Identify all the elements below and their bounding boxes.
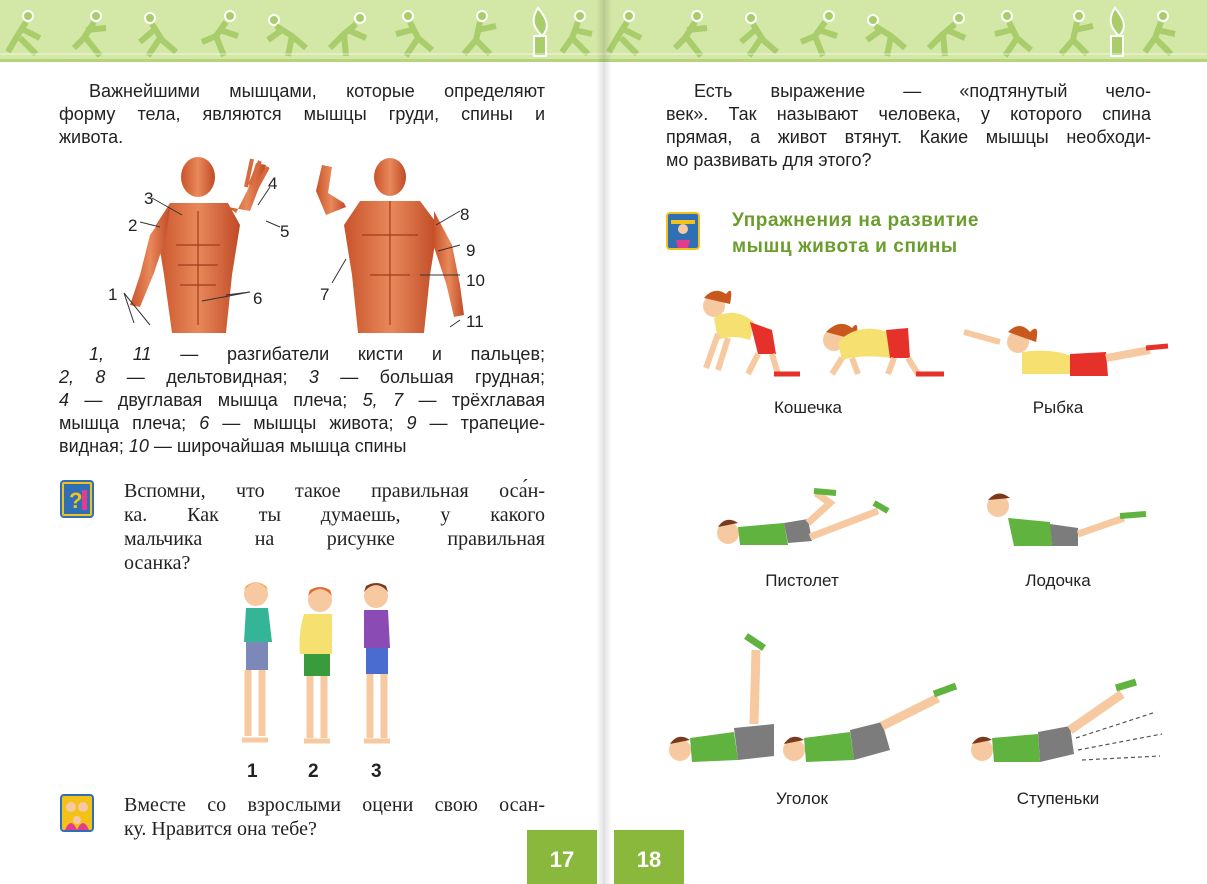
athletes-banner-icon	[0, 0, 603, 62]
page-number: 17	[549, 847, 575, 872]
exercise-fish-illustration	[960, 312, 1175, 384]
muscle-label: 6	[253, 289, 263, 308]
text-line: Вспомни, что такое правильная оса́н-	[124, 480, 545, 502]
muscle-label: 4	[268, 174, 278, 193]
page-number: 18	[636, 847, 662, 872]
text-line: век». Так называют человека, у которого спина	[666, 104, 1151, 124]
legend-line: 4 — двуглавая мышца плеча; 5, 7 — трёхглавая	[59, 390, 545, 410]
book-gutter	[596, 0, 612, 884]
exercise-icon	[666, 212, 700, 250]
girl-arched-figure	[703, 291, 800, 374]
banner-right	[603, 0, 1207, 62]
text-line: живота.	[59, 127, 124, 147]
legend-line: видная; 10 — широчайшая мышца спины	[59, 436, 407, 456]
page-number-tab-left	[527, 830, 597, 884]
exercise-label: Уголок	[776, 789, 828, 808]
text-line: ка. Как ты думаешь, у какого	[124, 504, 545, 526]
question-paragraph	[124, 479, 545, 575]
muscle-label: 11	[466, 312, 484, 331]
muscle-legend	[59, 343, 545, 458]
page-number-tab-right	[614, 830, 684, 884]
exercise-boat-illustration	[978, 488, 1153, 553]
exercise-steps-illustration	[966, 676, 1171, 771]
exercise-corner-illustration	[664, 626, 964, 771]
left-intro-paragraph	[59, 80, 545, 149]
exercise-label: Пистолет	[765, 571, 839, 590]
right-intro-paragraph	[666, 80, 1151, 172]
text-line: мальчика на рисунке правильная	[124, 528, 545, 550]
task-paragraph	[124, 793, 545, 841]
text-line: форму тела, являются мышцы груди, спины и	[59, 104, 545, 124]
muscle-label: 9	[466, 241, 476, 260]
legend-line: 2, 8 — дельтовидная; 3 — большая грудная;	[59, 367, 545, 387]
section-heading	[732, 208, 979, 260]
muscle-label: 10	[466, 271, 485, 290]
boy-3-figure	[364, 583, 390, 741]
muscle-label: 7	[320, 285, 330, 304]
athletes-banner-icon	[603, 0, 1207, 62]
exercise-cat-illustration	[688, 278, 953, 383]
text-line: мо развивать для этого?	[666, 150, 872, 170]
svg-text:?: ?	[69, 488, 83, 513]
section-heading-line: Упражнения на развитие	[732, 210, 980, 231]
legend-line: мышца плеча; 6 — мышцы живота; 9 — трапецие-	[59, 413, 545, 433]
muscle-label: 5	[280, 222, 290, 241]
muscle-label: 8	[460, 205, 470, 224]
muscle-label: 2	[128, 216, 138, 235]
back-muscle-figure	[316, 158, 464, 333]
question-pencil-icon	[60, 480, 94, 518]
banner-left	[0, 0, 603, 62]
text-line: Важнейшими мышцами, которые определяют	[89, 81, 545, 101]
muscle-anatomy-illustration	[100, 155, 500, 333]
posture-boys-illustration	[228, 578, 408, 758]
exercise-label: Рыбка	[1032, 398, 1084, 417]
exercise-label: Кошечка	[773, 398, 842, 417]
exercise-label: Лодочка	[1025, 571, 1091, 590]
text-line: ку. Нравится она тебе?	[124, 818, 317, 840]
boy-number: 3	[371, 761, 382, 782]
legend-line: 1, 11 — разгибатели кисти и пальцев;	[89, 344, 546, 364]
front-muscle-figure	[130, 157, 268, 333]
boy-2-figure	[300, 587, 333, 741]
girl-lying-figure	[964, 326, 1168, 376]
boy-number: 1	[247, 761, 258, 782]
exercise-label: Ступеньки	[1016, 789, 1100, 808]
muscle-label: 1	[108, 285, 118, 304]
girl-rounded-figure	[823, 324, 944, 374]
muscle-label: 3	[144, 189, 154, 208]
text-line: осанка?	[124, 552, 191, 574]
boy-1-figure	[242, 582, 272, 740]
family-icon	[60, 794, 94, 832]
boy-number: 2	[308, 761, 319, 782]
text-line: прямая, а живот втянут. Какие мышцы необходи-	[666, 127, 1151, 147]
section-heading-line: мышц живота и спины	[732, 236, 958, 257]
boy-legs-up-figure	[669, 636, 774, 762]
boy-pistol-figure	[717, 491, 888, 545]
text-line: Вместе со взрослыми оцени свою осан-	[124, 794, 545, 816]
boy-steps-figure	[971, 682, 1162, 762]
boy-legs-angle-figure	[783, 686, 956, 762]
text-line: Есть выражение — «подтянутый чело-	[694, 81, 1151, 101]
boy-boat-figure	[987, 493, 1146, 546]
exercise-pistol-illustration	[712, 483, 897, 555]
